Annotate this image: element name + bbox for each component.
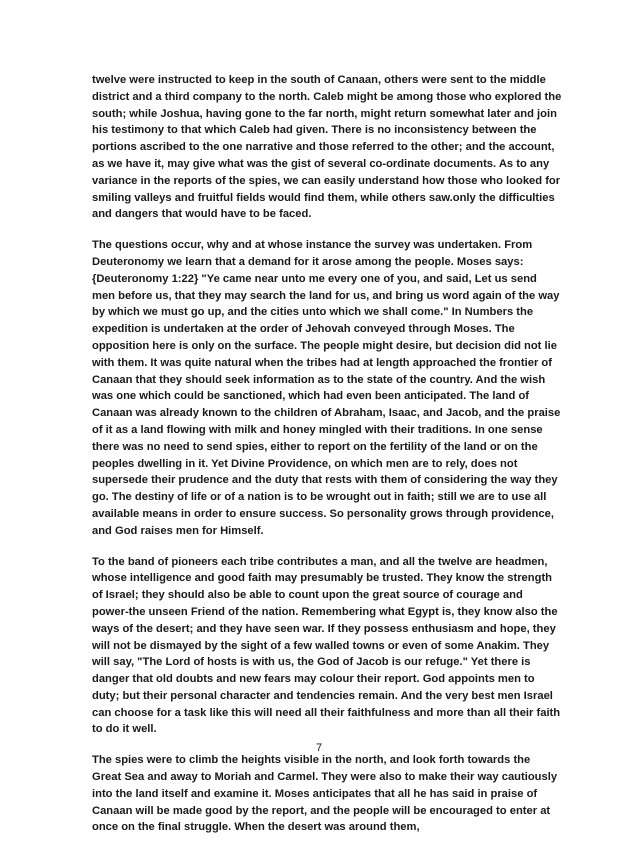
paragraph-1: twelve were instructed to keep in the south of Canaan, others were sent to the middle district and a third company to the north. Caleb might be among those who explored the south; while Joshua, having gone to the far north, might return somewhat later and join his testimony to that which Caleb had given. There is no inconsistency between the portions ascribed to the one narrative and those referred to the other; and the account, as we have it, may give what was the gist of several co-ordinate documents. As to any variance in the reports of the spies, we can easily understand how those who looked for smiling valleys and fruitful fields would find them, while others saw.only the difficulties and dangers that would have to be faced. <box>92 74 562 221</box>
page-number: 7 <box>315 742 323 754</box>
paragraph-4: The spies were to climb the heights visible in the north, and look forth towards the Great Sea and away to Moriah and Carmel. They were also to make their way cautiously into the land itself and examine it. Moses anticipates that all he has said in praise of Canaan will be made good by the report, and the people will be encouraged to enter at once on the final struggle. When the desert was around them, <box>92 754 558 834</box>
body-text <box>92 72 562 850</box>
paragraph-2: The questions occur, why and at whose instance the survey was undertaken. From Deuteronomy we learn that a demand for it arose among the people. Moses says: {Deuteronomy 1:22} "Ye came near unto me every one of you, and said, Let us send men before us, that they may search the land for us, and bring us word again of the way by which we must go up, and the cities unto which we shall come." In Numbers the expedition is undertaken at the order of Jehovah conveyed through Moses. The opposition here is only on the surface. The people might desire, but decision did not lie with them. It was quite natural when the tribes had at length approached the frontier of Canaan that they should seek information as to the state of the country. And the wish was one which could be sanctioned, which had even been anticipated. The land of Canaan was already known to the children of Abraham, Isaac, and Jacob, and the praise of it as a land flowing with milk and honey mingled with their traditions. In one sense there was no need to send spies, either to report on the fertility of the land or on the peoples dwelling in it. Yet Divine Providence, on which men are to rely, does not supersede their prudence and the duty that rests with them of considering the way they go. The destiny of life or of a nation is to be wrought out in faith; still we are to use all available means in order to ensure success. So personality grows through providence, and God raises men for Himself. <box>92 239 561 537</box>
paragraph-3: To the band of pioneers each tribe contributes a man, and all the twelve are headmen, whose intelligence and good faith may presumably be trusted. They know the strength of Israel; they should also be able to count upon the great source of courage and power-the unseen Friend of the nation. Remembering what Egypt is, they know also the ways of the desert; and they have seen war. If they possess enthusiasm and hope, they will not be dismayed by the sight of a few walled towns or even of some Anakim. They will say, "The Lord of hosts is with us, the God of Jacob is our refuge." Yet there is danger that old doubts and new fears may colour their report. God appoints men to duty; but their personal character and tendencies remain. And the very best men Israel can choose for a task like this will need all their faithfulness and more than all their faith to do it well. <box>92 555 561 736</box>
